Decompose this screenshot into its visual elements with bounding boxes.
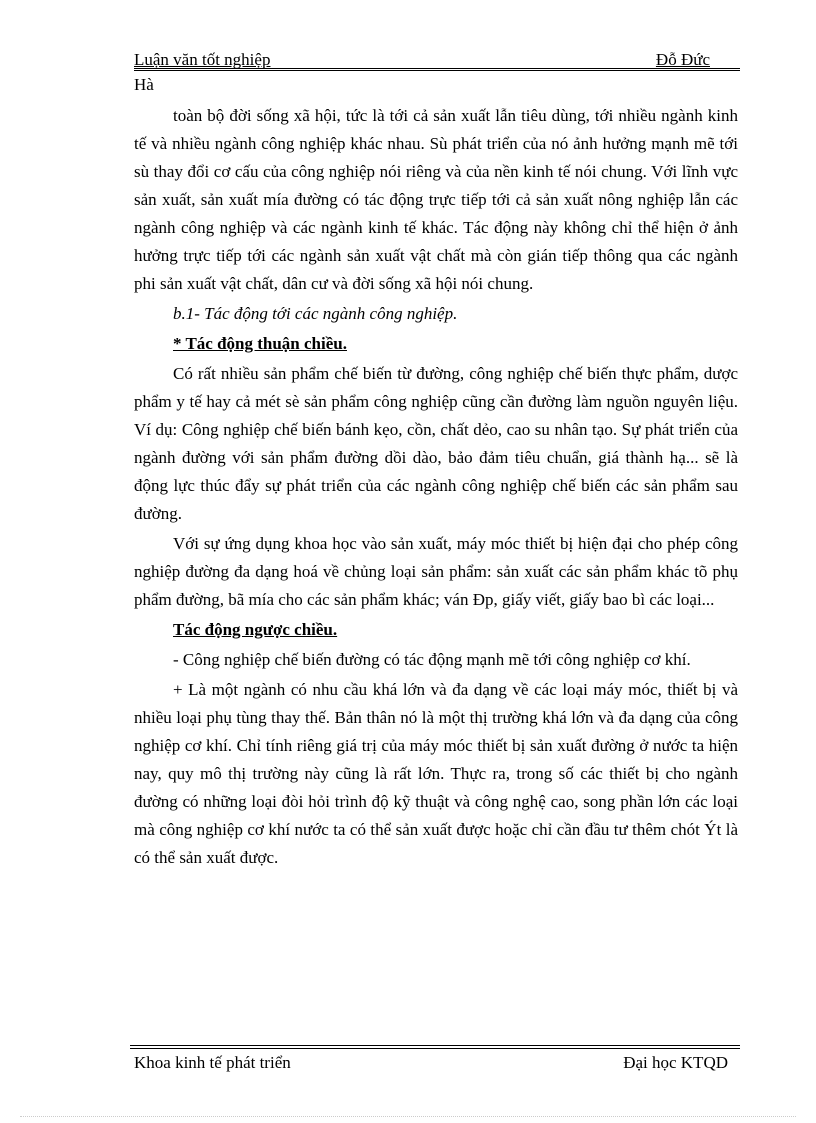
paragraph: - Công nghiệp chế biến đường có tác động mạnh mẽ tới công nghiệp cơ khí. <box>173 650 691 669</box>
heading-container <box>134 330 738 358</box>
header-right: Đỗ Đức <box>655 50 710 69</box>
paragraph: Có rất nhiều sản phẩm chế biến từ đường, công nghiệp chế biến thực phẩm, dược phẩm y tế hay cả mét sè sản phẩm công nghiệp cũng cần đường làm nguồn nguyên liệu. Ví dụ: Công nghiệp chế biến bánh kẹo, cồn, chất dẻo, cao su nhân tạo. Sự phát triển của ngành đường với sản phẩm đường dồi dào, bảo đảm tiêu chuẩn, giá thành hạ... sẽ là động lực thúc đẩy sự phát triển của các ngành công nghiệp chế biến các sản phẩm sau đường. <box>134 364 738 523</box>
paragraph: + Là một ngành có nhu cầu khá lớn và đa dạng về các loại máy móc, thiết bị và nhiều loại phụ tùng thay thế. Bản thân nó là một thị trường khá lớn và đa dạng của công nghiệp cơ khí. Chỉ tính riêng giá trị của máy móc thiết bị sản xuất đường ở nước ta hiện nay, quy mô thị trường này cũng là rất lớn. Thực ra, trong số các thiết bị cho ngành đường có những loại đòi hỏi trình độ kỹ thuật và công nghệ cao, song phần lớn các loại mà công nghiệp cơ khí nước ta có thể sản xuất được hoặc chỉ cần đầu tư thêm chót Ýt là có thể sản xuất được. <box>134 680 738 867</box>
heading-container <box>134 616 738 644</box>
header-left: Luận văn tốt nghiệp <box>134 50 271 69</box>
page-footer <box>134 1052 728 1074</box>
footer-left: Khoa kinh tế phát triển <box>134 1053 291 1072</box>
paragraph: toàn bộ đời sống xã hội, tức là tới cả sản xuất lẫn tiêu dùng, tới nhiều ngành kinh tế và nhiều ngành công nghiệp khác nhau. Sù phát triển của nó ảnh hưởng mạnh mẽ tới sù thay đổi cơ cấu của công nghiệp nói riêng và của nền kinh tế nói chung. Với lĩnh vực sản xuất, sản xuất mía đường có tác động trực tiếp tới cả sản xuất nông nghiệp lẫn các ngành công nghiệp và các ngành kinh tế khác. Tác động này không chỉ thể hiện ở ảnh hưởng trực tiếp tới các ngành sản xuất vật chất mà còn gián tiếp thông qua các ngành phi sản xuất vật chất, dân cư và đời sống xã hội nói chung. <box>134 106 738 293</box>
page-edge <box>20 1116 796 1117</box>
document-body <box>134 102 738 872</box>
page-header <box>134 50 740 70</box>
header-line <box>134 50 740 70</box>
footer-rule <box>130 1045 740 1049</box>
section-heading: * Tác động thuận chiều. <box>173 334 347 353</box>
section-subtitle: b.1- Tác động tới các ngành công nghiệp. <box>173 304 458 323</box>
footer-right: Đại học KTQD <box>623 1053 728 1072</box>
paragraph: Với sự ứng dụng khoa học vào sản xuất, máy móc thiết bị hiện đại cho phép công nghiệp đường đa dạng hoá về chủng loại sản phẩm: sản xuất các sản phẩm khác tõ phụ phẩm đường, bã mía cho các sản phẩm khác; ván Ðp, giấy viết, giấy bao bì các loại... <box>134 534 738 609</box>
section-heading: Tác động ngược chiều. <box>173 620 338 639</box>
header-wrap: Hà <box>134 75 154 94</box>
header-rule <box>134 68 740 71</box>
